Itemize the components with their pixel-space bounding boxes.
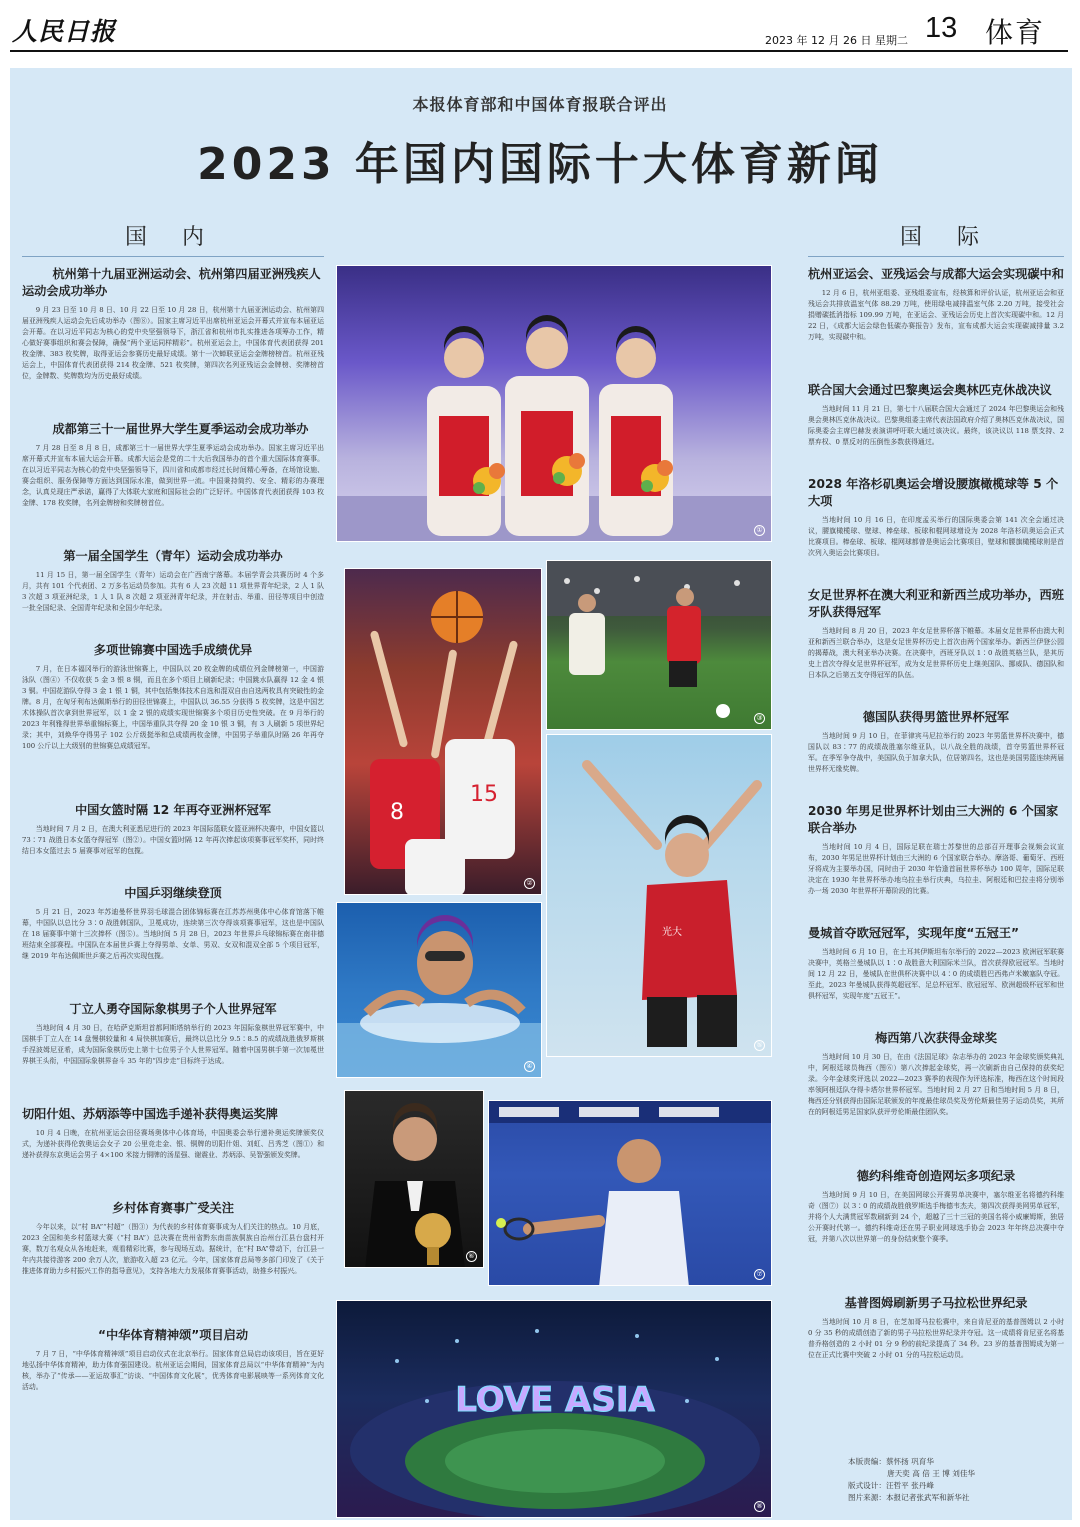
news-article[interactable] bbox=[808, 709, 1064, 797]
asian-games-ceremony-photo[interactable] bbox=[336, 1300, 772, 1518]
photo-number: ⑤ bbox=[754, 1040, 765, 1051]
stadium-banner-text: LOVE ASIA bbox=[455, 1380, 655, 1420]
international-heading-rule bbox=[808, 256, 1064, 257]
article-body: 当地时间 4 月 30 日，在哈萨克斯坦首都阿斯塔纳举行的 2023 年国际象棋世界冠军赛中，中国棋手丁立人在 14 盘慢棋较量和 4 局快棋加赛后，最终以总比分 9.5∶8.5 的成绩战胜俄罗斯棋手涅波姆尼亚希，成为国际象棋历史上第十七位男子个人世界冠军。随着中国男棋手第一次加冕世界棋王头衔，中国国际象棋界奋斗 35 年的“四步走”目标终于达成。 bbox=[22, 1024, 324, 1065]
news-article[interactable] bbox=[22, 802, 324, 879]
news-article[interactable] bbox=[22, 266, 324, 415]
basketball-photo[interactable] bbox=[344, 568, 542, 895]
article-body: 当地时间 8 月 20 日，2023 年女足世界杯落下帷幕。本届女足世界杯由澳大利亚和新西兰联合举办，这是女足世界杯历史上首次由两个国家举办。新西兰伊登公园的揭幕战，澳大利亚举办决赛。在决赛中，西班牙队以 1∶0 战胜英格兰队，是其历史上首次夺得女足世界杯冠军，成为女足世界杯历史上继美国队、挪威队、德国队和日本队之后第五支夺得冠军的队伍。 bbox=[808, 627, 1064, 679]
newspaper-logo: 人民日报 bbox=[12, 17, 117, 46]
article-title: 联合国大会通过巴黎奥运会奥林匹克休战决议 bbox=[808, 383, 1052, 397]
article-title: 德国队获得男篮世界杯冠军 bbox=[862, 710, 1010, 724]
article-title: 曼城首夺欧冠冠军，实现年度“五冠王” bbox=[808, 926, 1020, 940]
photo-number: ⑥ bbox=[466, 1251, 477, 1262]
article-title: 杭州第十九届亚洲运动会、杭州第四届亚洲残疾人运动会成功举办 bbox=[22, 267, 321, 298]
issue-date: 2023 年 12 月 26 日 星期二 bbox=[765, 34, 908, 47]
news-article[interactable] bbox=[22, 885, 324, 995]
credits-block bbox=[848, 1456, 1060, 1504]
news-article[interactable] bbox=[22, 1200, 324, 1321]
news-article[interactable] bbox=[808, 476, 1064, 581]
article-title: 切阳什姐、苏炳添等中国选手递补获得奥运奖牌 bbox=[22, 1107, 278, 1121]
article-title: 多项世锦赛中国选手成绩优异 bbox=[93, 643, 253, 657]
article-body: 5 月 21 日，2023 年苏迪曼杯世界羽毛球混合团体锦标赛在江苏苏州奥体中心体育馆落下帷幕，中国队以总比分 3∶0 战胜韩国队，卫冕成功，连续第三次夺得该项赛事冠军，这也是中国队在 18 届赛事中第十三次捧杯（图⑤）。当地时间 5 月 28 日，2023 年世界乒乓球锦标赛在南非德班结束全部赛程。中国队在本届世乒赛上夺得男单、女单、男双、女双和混双全部 5 个项目冠军，继 2019 年布达佩斯世乒赛之后再次实现包揽。 bbox=[22, 908, 324, 960]
svg-text:8: 8 bbox=[390, 800, 404, 825]
svg-text:15: 15 bbox=[470, 782, 498, 807]
news-article[interactable] bbox=[22, 1327, 324, 1415]
news-article[interactable] bbox=[22, 421, 324, 542]
page-number: 13 bbox=[925, 12, 958, 44]
photo-number: ⑧ bbox=[754, 1501, 765, 1512]
article-body: 当地时间 10 月 16 日，在印度孟买举行的国际奥委会第 141 次全会通过决议，腰旗橄榄球、壁球、棒垒球、板球和棍网球增设为 2028 年洛杉矶奥运会正式比赛项目。棒垒球、板球、棍网球都曾是奥运会比赛项目，壁球和腰旗橄榄球则是首次列入奥运会比赛项目。 bbox=[808, 516, 1064, 557]
article-title: 中国女篮时隔 12 年再夺亚洲杯冠军 bbox=[74, 803, 272, 817]
photo-number: ⑦ bbox=[754, 1269, 765, 1280]
news-article[interactable] bbox=[22, 1106, 324, 1194]
news-article[interactable] bbox=[22, 642, 324, 796]
article-body: 11 月 15 日，第一届全国学生（青年）运动会在广西南宁落幕。本届学青会共赛历时 4 个多月，共有 101 个代表团、2 万多名运动员参加。共有 6 人 23 次超 11 项世界青年纪录，2 人 1 队 3 次超 3 项亚洲纪录，1 人 1 队 8 次超 2 项亚洲青年纪录，并在射击、举重、田径等项目中创造一批全国纪录、全国青年纪录和全国少年纪录。 bbox=[22, 571, 324, 612]
basketball-illustration bbox=[345, 569, 542, 895]
international-heading: 国 际 bbox=[900, 225, 993, 250]
article-title: 乡村体育赛事广受关注 bbox=[112, 1201, 234, 1215]
photo-number: ④ bbox=[524, 1061, 535, 1072]
article-title: 2028 年洛杉矶奥运会增设腰旗橄榄球等 5 个大项 bbox=[808, 477, 1059, 508]
article-body: 今年以来，以“村 BA”“村超”（图③）为代表的乡村体育赛事成为人们关注的热点。10 月底，2023 全国和美乡村篮球大赛（“村 BA”）总决赛在贵州省黔东南苗族侗族自治州台江县台盘村开赛，数万名观众从各地赶来，观看精彩比赛，参与现场互动。据统计，在“村 BA”带动下，台江县一年内共接待游客 200 余万人次，旅游收入超 23 亿元。今年，国家体育总局等多部门印发了《关于推进体育助力乡村振兴工作的指导意见》，支持各地大力发展体育赛事活动，助推乡村振兴。 bbox=[22, 1223, 324, 1275]
article-title: 梅西第八次获得金球奖 bbox=[875, 1031, 997, 1045]
news-article[interactable] bbox=[808, 1168, 1064, 1289]
village-football-photo[interactable] bbox=[546, 560, 772, 730]
djokovic-tennis-photo[interactable] bbox=[488, 1100, 772, 1286]
masthead bbox=[0, 0, 1080, 58]
article-body: 当地时间 10 月 30 日，在由《法国足球》杂志举办的 2023 年金球奖颁奖典礼中，阿根廷球员梅西（图⑥）第八次捧起金球奖，再一次刷新由自己保持的获奖纪录。今年金球奖评选以 2022—2023 赛季的表现作为评选标准，梅西在这个时间段率领阿根廷队夺得卡塔尔世界杯冠军。当地时间 2 月 27 日和当地时间 5 月 8 日，梅西还分别获得由国际足联颁发的年度最佳球员奖及劳伦斯最佳男子运动员奖，其所在的阿根廷男足国家队获评劳伦斯最佳团队奖。 bbox=[808, 1053, 1064, 1116]
news-article[interactable] bbox=[808, 803, 1064, 919]
article-body: 当地时间 10 月 8 日，在芝加哥马拉松赛中，来自肯尼亚的基普图姆以 2 小时 0 分 35 秒的成绩创造了新的男子马拉松世界纪录并夺冠。这一成绩将肯尼亚名将基普乔格创造的 2 小时 01 分 9 秒的前纪录提高了 34 秒。23 岁的基普图姆成为第一位在正式比赛中突破 2 小时 01 分的马拉松运动员。 bbox=[808, 1318, 1064, 1359]
football-illustration bbox=[547, 561, 772, 730]
article-body: 7 月，在日本福冈举行的游泳世锦赛上，中国队以 20 枚金牌的成绩位列金牌榜第一，中国游泳队（图④）不仅收获 5 金 3 银 8 铜，而且在多个项目上刷新纪录；中国跳水队赢得 12 金 4 银 3 铜。中国花游队夺得 3 金 1 银 1 铜，其中包括集体技术自选和混双自由自选两枚具有突破性的金牌。8 月，在匈牙利布达佩斯举行的田径世锦赛上，中国队以 36.55 分获得 5 枚奖牌，这是中国艺术体操队首次拿到世界冠军，以 1 金 2 银的成绩实现世锦赛多个项目历史性突破。在 9 月举行的 2023 年利雅得世界举重锦标赛上，中国举重队共夺得 20 金 10 银 3 铜，有 3 人刷新 5 项世界纪录；其中，刘焕华夺得男子 102 公斤级挺举和总成绩两枚金牌，中国男子举重队时隔 26 年再夺 100 公斤以上大级别的世锦赛总成绩冠军。 bbox=[22, 665, 324, 750]
article-title: 中国乒羽继续登顶 bbox=[124, 886, 222, 900]
international-column bbox=[808, 262, 1064, 1389]
article-title: 德约科维奇创造网坛多项纪录 bbox=[856, 1169, 1016, 1183]
article-body: 当地时间 9 月 10 日，在菲律宾马尼拉举行的 2023 年男篮世界杯决赛中，德国队以 83∶77 的成绩战胜塞尔维亚队，以八战全胜的战绩，首夺男篮世界杯冠军。在季军争夺战中，美国队负于加拿大队，位居第四名，这也是美国男篮连续两届世界杯无缘奖牌。 bbox=[808, 732, 1064, 773]
news-article[interactable] bbox=[808, 382, 1064, 470]
photo-number: ① bbox=[754, 525, 765, 536]
news-article[interactable] bbox=[22, 1001, 324, 1100]
credits-line: 本版责编：蔡怀扬 巩育华 bbox=[848, 1457, 934, 1466]
svg-text:光大: 光大 bbox=[662, 927, 682, 938]
badminton-celebration-photo[interactable] bbox=[546, 734, 772, 1057]
article-title: 丁立人勇夺国际象棋男子个人世界冠军 bbox=[69, 1002, 277, 1016]
article-body: 当地时间 6 月 10 日，在土耳其伊斯坦布尔举行的 2022—2023 欧洲冠军联赛决赛中，英格兰曼城队以 1∶0 战胜意大利国际米兰队，首次获得欧冠冠军。当地时间 12 月 22 日，曼城队在世俱杯决赛中以 4∶0 的成绩胜巴西弗卢米嫩塞队夺冠。至此，2023 年曼城队获得英超冠军、足总杯冠军、欧冠冠军、欧洲超级杯冠军和世俱杯冠军，实现年度“五冠王”。 bbox=[808, 948, 1064, 1000]
domestic-column bbox=[22, 262, 324, 1421]
article-body: 9 月 23 日至 10 月 8 日、10 月 22 日至 10 月 28 日，杭州第十九届亚洲运动会、杭州第四届亚洲残疾人运动会先后成功举办（图⑧）。国家主席习近平出席杭州亚运会开幕式并宣布本届亚运会开幕。在以习近平同志为核心的党中央坚强领导下，浙江省和杭州市扎实推进各项筹办工作，精心做好赛事组织和赛会保障，确保“两个亚运同样精彩”。杭州亚运会上，中国体育代表团获得 201 枚金牌、383 枚奖牌，取得亚运会参赛历史最好成绩。第十一次蝉联亚运会金牌榜榜首。杭州亚残运会上，中国体育代表团获得 214 枚金牌、521 枚奖牌，第四次名列亚残运会金牌榜、奖牌榜首位，金牌数、奖牌数均为历史最好成绩。 bbox=[22, 306, 324, 380]
article-body: 当地时间 11 月 21 日，第七十八届联合国大会通过了 2024 年巴黎奥运会和残奥会奥林匹克休战决议。巴黎奥组委主席代表法国政府介绍了奥林匹克休战决议，国际奥委会主席巴赫发表演讲呼吁联大通过该决议。最终，该决议以 118 票支持、2 票弃权、0 票反对的压倒性多数获得通过。 bbox=[808, 405, 1064, 446]
photo-number: ② bbox=[524, 878, 535, 889]
news-article[interactable] bbox=[808, 1295, 1064, 1383]
news-article[interactable] bbox=[808, 266, 1064, 376]
credits-line: 图片来源：本报记者张武军和新华社 bbox=[848, 1493, 970, 1502]
article-body: 当地时间 9 月 10 日，在美国网球公开赛男单决赛中，塞尔维亚名将德约科维奇（图⑦）以 3∶0 的成绩战胜俄罗斯选手梅德韦杰夫，第四次获得美网男单冠军，并将个人大满贯冠军数刷新到 24 个，超越了三十三冠的美国名将小威廉姆斯，独居公开赛时代第一。德约科维奇还在男子职业网球选手协会 2023 年年终总决赛中夺冠，并第八次以世界第一的身份结束整个赛季。 bbox=[808, 1191, 1064, 1243]
medal-podium-photo[interactable] bbox=[336, 265, 772, 542]
stadium-illustration bbox=[337, 1301, 772, 1518]
podium-illustration bbox=[337, 266, 772, 542]
news-article[interactable] bbox=[808, 925, 1064, 1024]
article-title: 杭州亚运会、亚残运会与成都大运会实现碳中和 bbox=[808, 267, 1064, 281]
credits-line: 唐天奕 高 倍 王 博 刘佳华 bbox=[887, 1469, 976, 1478]
credits-line: 版式设计：汪哲平 张丹峰 bbox=[848, 1481, 934, 1490]
article-body: 当地时间 10 月 4 日，国际足联在瑞士苏黎世的总部召开理事会视频会议宣布，2030 年男足世界杯计划由三大洲的 6 个国家联合举办。摩洛哥、葡萄牙、西班牙将成为主要举办国，同时由于 2030 年恰逢首届世界杯举办 100 周年，国际足联决定在 1930 年世界杯举办地乌拉圭举行庆典，乌拉圭、阿根廷和巴拉圭将分别举办一场 2030 年世界杯开幕阶段的比赛。 bbox=[808, 843, 1064, 895]
article-title: 基普图姆刷新男子马拉松世界纪录 bbox=[844, 1296, 1028, 1310]
swimming-photo[interactable] bbox=[336, 902, 542, 1078]
article-title: 2030 年男足世界杯计划由三大洲的 6 个国家联合举办 bbox=[808, 804, 1059, 835]
article-body: 当地时间 7 月 2 日，在澳大利亚悉尼进行的 2023 年国际篮联女篮亚洲杯决赛中，中国女篮以 73∶71 战胜日本女篮夺得冠军（图②）。中国女篮时隔 12 年再次捧起该项赛事冠军奖杯，同时终结日本女篮过去 5 届赛事对冠军的包揽。 bbox=[22, 825, 324, 855]
domestic-heading: 国 内 bbox=[125, 225, 218, 250]
domestic-heading-rule bbox=[22, 256, 324, 257]
news-article[interactable] bbox=[22, 548, 324, 636]
messi-ballon-dor-photo[interactable] bbox=[344, 1090, 484, 1268]
tennis-illustration bbox=[489, 1101, 772, 1286]
section-name: 体育 bbox=[985, 16, 1046, 49]
article-title: 成都第三十一届世界大学生夏季运动会成功举办 bbox=[52, 422, 309, 436]
badminton-illustration bbox=[547, 735, 772, 1057]
article-body: 10 月 4 日晚，在杭州亚运会田径赛场奥体中心体育场，中国奥委会举行递补奥运奖牌颁奖仪式，为递补获得伦敦奥运会女子 20 公里竞走金、银、铜牌的切阳什姐、刘虹、吕秀芝（图①）和递补获得东京奥运会男子 4×100 米接力铜牌的汤星强、谢震业、苏炳添、吴智强颁发奖牌。 bbox=[22, 1129, 324, 1159]
article-body: 7 月 7 日，“中华体育精神颂”项目启动仪式在北京举行。国家体育总局启动该项目，旨在更好地弘扬中华体育精神，助力体育强国建设。杭州亚运会期间，国家体育总局以“中华体育精神”为内核，举办了“传承——亚运故事汇”访谈、“中国体育文化展”，优秀体育电影展映等一系列体育文化活动。 bbox=[22, 1350, 324, 1391]
article-title: 女足世界杯在澳大利亚和新西兰成功举办，西班牙队获得冠军 bbox=[808, 588, 1064, 619]
article-title: “中华体育精神颂”项目启动 bbox=[97, 1328, 249, 1342]
messi-illustration bbox=[345, 1091, 484, 1268]
news-article[interactable] bbox=[808, 587, 1064, 703]
article-body: 12 月 6 日，杭州亚组委、亚残组委宣布，经核算和评价认证，杭州亚运会和亚残运会共排放温室气体 88.29 万吨，使用绿电减排温室气体 2.20 万吨，接受社会捐赠碳抵消指标 109.99 万吨，在亚运会、亚残运会历史上首次实现碳中和。12 月 22 日，《成都大运会绿色低碳办赛报告》发布，宣布成都大运会实现碳减排量 3.2 万吨，实现碳中和。 bbox=[808, 289, 1064, 341]
photo-number: ③ bbox=[754, 713, 765, 724]
pre-title: 本报体育部和中国体育报联合评出 bbox=[412, 95, 668, 114]
swimming-illustration bbox=[337, 903, 542, 1078]
page-title: 2023 年国内国际十大体育新闻 bbox=[197, 139, 883, 190]
article-body: 7 月 28 日至 8 月 8 日，成都第三十一届世界大学生夏季运动会成功举办。国家主席习近平出席开幕式并宣布本届大运会开幕。成都大运会是党的二十大后我国举办的首个重大国际体育赛事。在以习近平同志为核心的党中央坚强领导下，四川省和成都市经过长时间精心筹备，在场馆设施、赛会组织、服务保障等方面达到国际水准，做到世界一流。中国秉持简约、安全、精彩的办赛理念，认真兑现庄严承诺，赢得了大体联大家庭和国际社会的广泛好评。中国体育代表团获得 103 枚金牌、178 枚奖牌，名列金牌榜和奖牌榜首位。 bbox=[22, 444, 324, 507]
article-title: 第一届全国学生（青年）运动会成功举办 bbox=[63, 549, 283, 563]
masthead-rule bbox=[10, 50, 1068, 52]
news-article[interactable] bbox=[808, 1030, 1064, 1162]
